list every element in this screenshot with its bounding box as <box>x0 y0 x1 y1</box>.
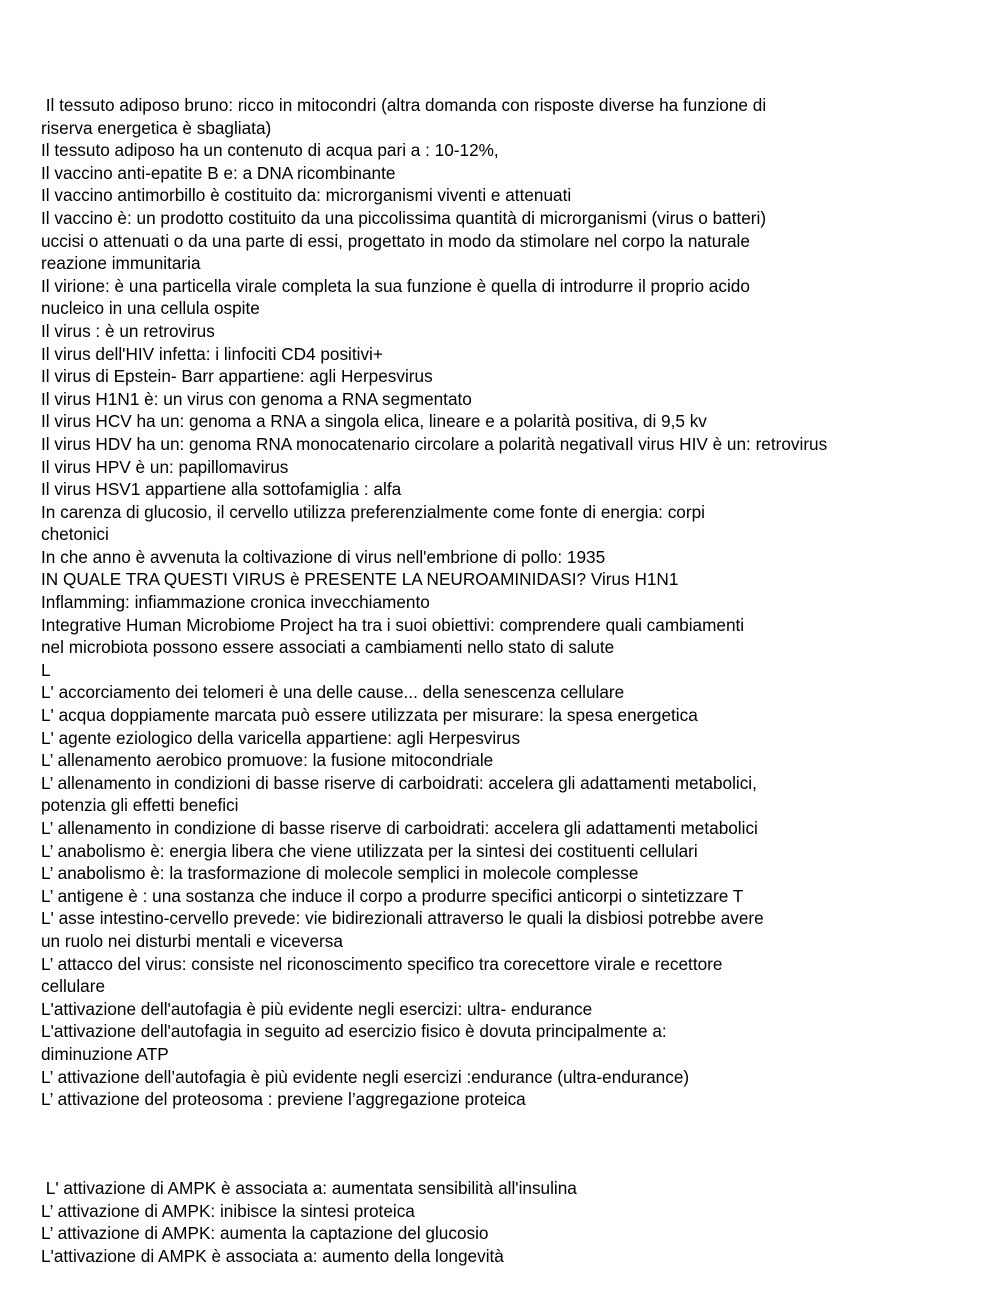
text-block-main <box>41 94 971 1111</box>
text-line: Il vaccino anti-epatite B e: a DNA ricombinante <box>41 162 396 183</box>
text-line: IN QUALE TRA QUESTI VIRUS è PRESENTE LA NEUROAMINIDASI? Virus H1N1 <box>41 569 679 590</box>
text-line: Il virus di Epstein- Barr appartiene: agli Herpesvirus <box>41 366 433 387</box>
text-line: L’ allenamento in condizioni di basse riserve di carboidrati: accelera gli adattamenti metabolici, <box>41 772 757 793</box>
text-line: L' agente eziologico della varicella appartiene: agli Herpesvirus <box>41 727 521 748</box>
text-line: Il virus HCV ha un: genoma a RNA a singola elica, lineare e a polarità positiva, di 9,5 kv <box>41 411 707 432</box>
text-line: L’ attivazione di AMPK: inibisce la sintesi proteica <box>41 1200 415 1221</box>
text-line: L' attivazione di AMPK è associata a: aumentata sensibilità all'insulina <box>41 1178 577 1198</box>
text-line: L'attivazione dell'autofagia in seguito ad esercizio fisico è dovuta principalmente a: <box>41 1021 667 1042</box>
text-line: riserva energetica è sbagliata) <box>41 117 272 138</box>
text-line: reazione immunitaria <box>41 253 201 274</box>
text-line: Il virus H1N1 è: un virus con genoma a RNA segmentato <box>41 388 472 409</box>
text-line: nel microbiota possono essere associati a cambiamenti nello stato di salute <box>41 637 615 658</box>
text-line: Integrative Human Microbiome Project ha tra i suoi obiettivi: comprendere quali cambiamenti <box>41 614 745 635</box>
text-line: L’ attivazione dell’autofagia è più evidente negli esercizi :endurance (ultra-endurance) <box>41 1066 690 1087</box>
text-line: nucleico in una cellula ospite <box>41 298 260 319</box>
text-line: L' asse intestino-cervello prevede: vie bidirezionali attraverso le quali la disbiosi potrebbe avere <box>41 908 764 929</box>
text-line: un ruolo nei disturbi mentali e viceversa <box>41 930 343 951</box>
text-line: In che anno è avvenuta la coltivazione di virus nell'embrione di pollo: 1935 <box>41 546 606 567</box>
text-line: L'attivazione di AMPK è associata a: aumento della longevità <box>41 1245 504 1266</box>
text-line: Il virus HPV è un: papillomavirus <box>41 456 289 477</box>
text-line: Il virus HSV1 appartiene alla sottofamiglia : alfa <box>41 479 402 500</box>
text-block-ampk <box>41 1177 971 1267</box>
text-line: Il vaccino antimorbillo è costituito da: microrganismi viventi e attenuati <box>41 185 572 206</box>
text-line: diminuzione ATP <box>41 1043 169 1064</box>
text-line: Il virione: è una particella virale completa la sua funzione è quella di introdurre il proprio acido <box>41 275 750 296</box>
text-line: L’ antigene è : una sostanza che induce il corpo a produrre specifici anticorpi o sintetizzare T <box>41 885 744 906</box>
text-line: L’ allenamento in condizione di basse riserve di carboidrati: accelera gli adattamenti metabolici <box>41 818 758 838</box>
text-line: Inflamming: infiammazione cronica invecchiamento <box>41 592 430 613</box>
text-line: Il tessuto adiposo ha un contenuto di acqua pari a : 10-12%, <box>41 140 499 161</box>
text-line: Il virus dell'HIV infetta: i linfociti CD4 positivi+ <box>41 343 383 364</box>
text-line: Il vaccino è: un prodotto costituito da una piccolissima quantità di microrganismi (virus o batteri) <box>41 207 767 228</box>
text-line: L’ attacco del virus: consiste nel riconoscimento specifico tra corecettore virale e recettore <box>41 953 723 974</box>
text-line: L' accorciamento dei telomeri è una delle cause... della senescenza cellulare <box>41 682 625 703</box>
text-line: L’ attivazione di AMPK: aumenta la captazione del glucosio <box>41 1223 489 1244</box>
text-line: L’ allenamento aerobico promuove: la fusione mitocondriale <box>41 750 494 771</box>
text-line: L'attivazione dell'autofagia è più evidente negli esercizi: ultra- endurance <box>41 998 593 1019</box>
text-line: potenzia gli effetti benefici <box>41 795 239 816</box>
text-line: Il virus HDV ha un: genoma RNA monocatenario circolare a polarità negativaIl virus HIV è un: retrovirus <box>41 433 828 454</box>
text-line: L <box>41 659 51 680</box>
text-line: uccisi o attenuati o da una parte di essi, progettato in modo da stimolare nel corpo la naturale <box>41 230 750 251</box>
text-line: chetonici <box>41 524 109 545</box>
text-line: L' acqua doppiamente marcata può essere utilizzata per misurare: la spesa energetica <box>41 705 698 726</box>
text-line: Il virus : è un retrovirus <box>41 320 215 341</box>
text-line: Il tessuto adiposo bruno: ricco in mitocondri (altra domanda con risposte diverse ha funzione di <box>41 95 767 115</box>
text-line: cellulare <box>41 976 106 997</box>
text-line: L’ attivazione del proteosoma : previene l’aggregazione proteica <box>41 1089 526 1110</box>
text-line: In carenza di glucosio, il cervello utilizza preferenzialmente come fonte di energia: corpi <box>41 501 705 522</box>
text-line: L’ anabolismo è: la trasformazione di molecole semplici in molecole complesse <box>41 863 639 884</box>
text-line: L’ anabolismo è: energia libera che viene utilizzata per la sintesi dei costituenti cellulari <box>41 840 698 861</box>
